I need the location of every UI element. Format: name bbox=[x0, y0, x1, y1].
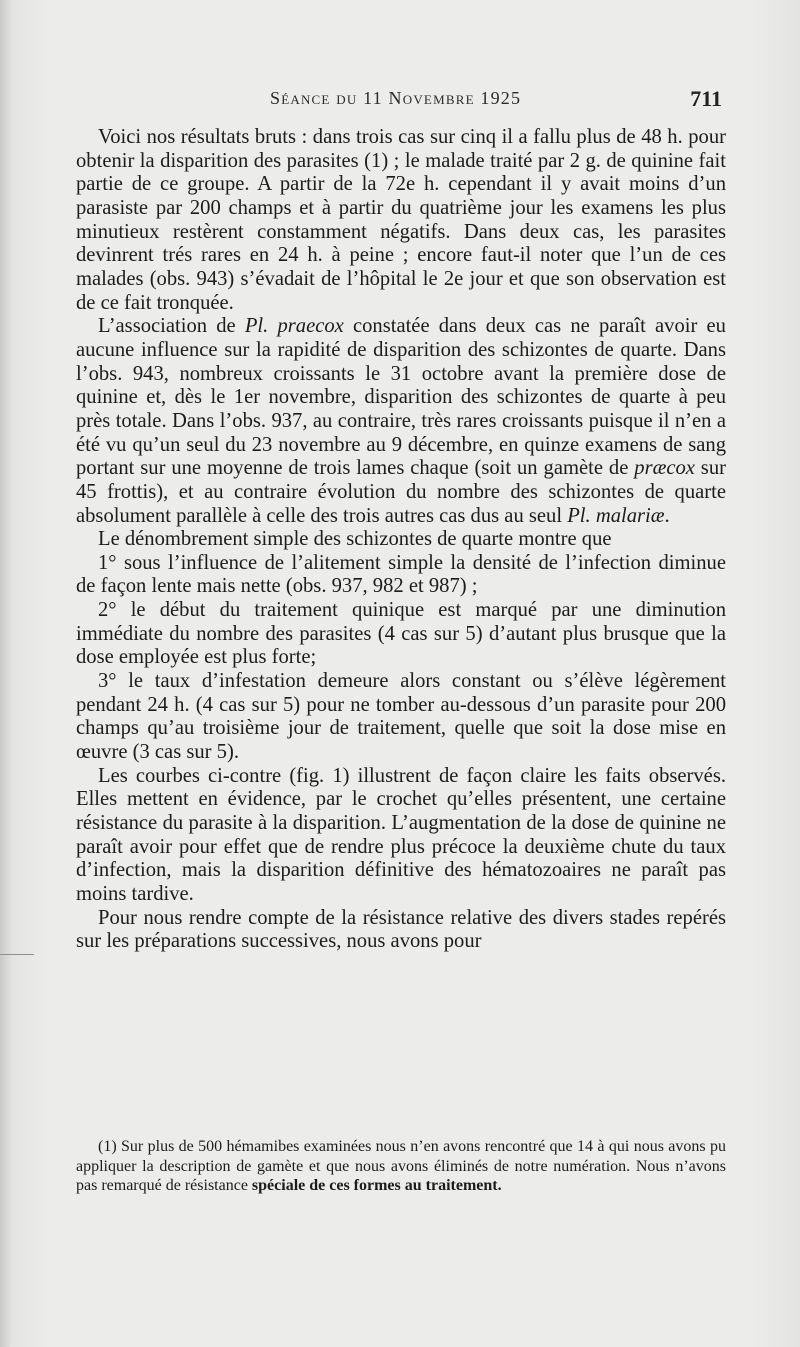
text-run: L’association de bbox=[98, 315, 245, 338]
binding-shadow bbox=[0, 0, 12, 1347]
footnote-paragraph bbox=[76, 1137, 726, 1196]
text-run: Le dénombrement simple des schizontes de quarte montre que bbox=[98, 528, 612, 551]
footnote-text: (1) Sur plus de 500 hémamibes examinées nous n’en avons rencontré que 14 à qui nous avons pu appliquer la description de gamète et que nous avons éliminés de notre numération. Nous n’avons pas remarqué de résistance bbox=[76, 1138, 726, 1195]
paragraph-p6 bbox=[76, 670, 726, 765]
body-text bbox=[76, 126, 726, 954]
paragraph-p1 bbox=[76, 126, 726, 315]
paragraph-p4 bbox=[76, 552, 726, 599]
text-run: 1° sous l’influence de l’alitement simple la densité de l’infection diminue de façon lente mais nette (obs. 937, 982 et 987) ; bbox=[76, 551, 726, 598]
page-number: 711 bbox=[690, 86, 722, 111]
text-run: 3° le taux d’infestation demeure alors constant ou s’élève légèrement pendant 24 h. (4 cas sur 5) pour ne tomber au-dessous d’un parasite pour 200 champs qu’au troisième jour de traitement, quelle que soit la dose mise en œuvre (3 cas sur 5). bbox=[76, 670, 726, 764]
italic-term: præcox bbox=[634, 457, 695, 480]
margin-mark bbox=[0, 954, 34, 955]
italic-term: Pl. malariæ bbox=[567, 504, 665, 527]
text-run: Pour nous rendre compte de la résistance relative des divers stades repérés sur les préparations successives, nous avons pour bbox=[76, 906, 726, 953]
paragraph-p8 bbox=[76, 907, 726, 954]
text-run: sur 45 frottis), et au contraire évolution du nombre des schizontes de quarte absolument parallèle à celle des trois autres cas dus au seul bbox=[76, 457, 726, 527]
italic-term: Pl. praecox bbox=[244, 315, 344, 338]
paragraph-p2 bbox=[76, 315, 726, 528]
paragraph-p5 bbox=[76, 599, 726, 670]
text-run: Voici nos résultats bruts : dans trois cas sur cinq il a fallu plus de 48 h. pour obtenir la disparition des parasites (1) ; le malade traité par 2 g. de quinine fait partie de ce groupe. A partir de la 72e h. cependant il y avait moins d’un parasiste par 200 champs et à partir du quatrième jour les examens les plus minutieux restèrent constamment négatifs. Dans deux cas, les parasites devinrent trés rares en 24 h. à peine ; encore faut-il noter que l’un de ces malades (obs. 943) s’évadait de l’hôpital le 2e jour et que son observation est de ce fait tronquée. bbox=[76, 126, 726, 314]
footnote bbox=[76, 1137, 726, 1196]
text-run: constatée dans deux cas ne paraît avoir eu aucune influence sur la rapidité de disparition des schizontes de quarte. Dans l’obs. 943, nombreux croissants le 31 octobre avant la première dose de quinine et, dès le 1er novembre, disparition des schizontes de quarte à peu près totale. Dans l’obs. 937, au contraire, très rares croissants puisque il n’en a été vu qu’un seul du 23 novembre au 9 décembre, en quinze examens de sang portant sur une moyenne de trois lames chaque (soit un gamète de bbox=[76, 315, 726, 480]
text-run: . bbox=[664, 504, 670, 527]
paragraph-p7 bbox=[76, 765, 726, 907]
text-run: 2° le début du traitement quinique est marqué par une diminution immédiate du nombre des parasites (4 cas sur 5) d’autant plus brusque que la dose employée est plus forte; bbox=[76, 599, 726, 669]
footnote-last-line: spéciale de ces formes au traitement. bbox=[251, 1177, 502, 1195]
text-run: Les courbes ci-contre (fig. 1) illustrent de façon claire les faits observés. Elles mettent en évidence, par le crochet qu’elles présentent, une certaine résistance du parasite à la disparition. L’augmentation de la dose de quinine ne paraît avoir pour effet que de rendre plus précoce la deuxième chute du taux d’infection, mais la disparition définitive des hématozoaires ne paraît pas moins tardive. bbox=[76, 764, 726, 905]
paragraph-p3 bbox=[76, 528, 726, 552]
running-head bbox=[270, 88, 722, 114]
running-title: Séance du 11 Novembre 1925 bbox=[270, 88, 522, 108]
